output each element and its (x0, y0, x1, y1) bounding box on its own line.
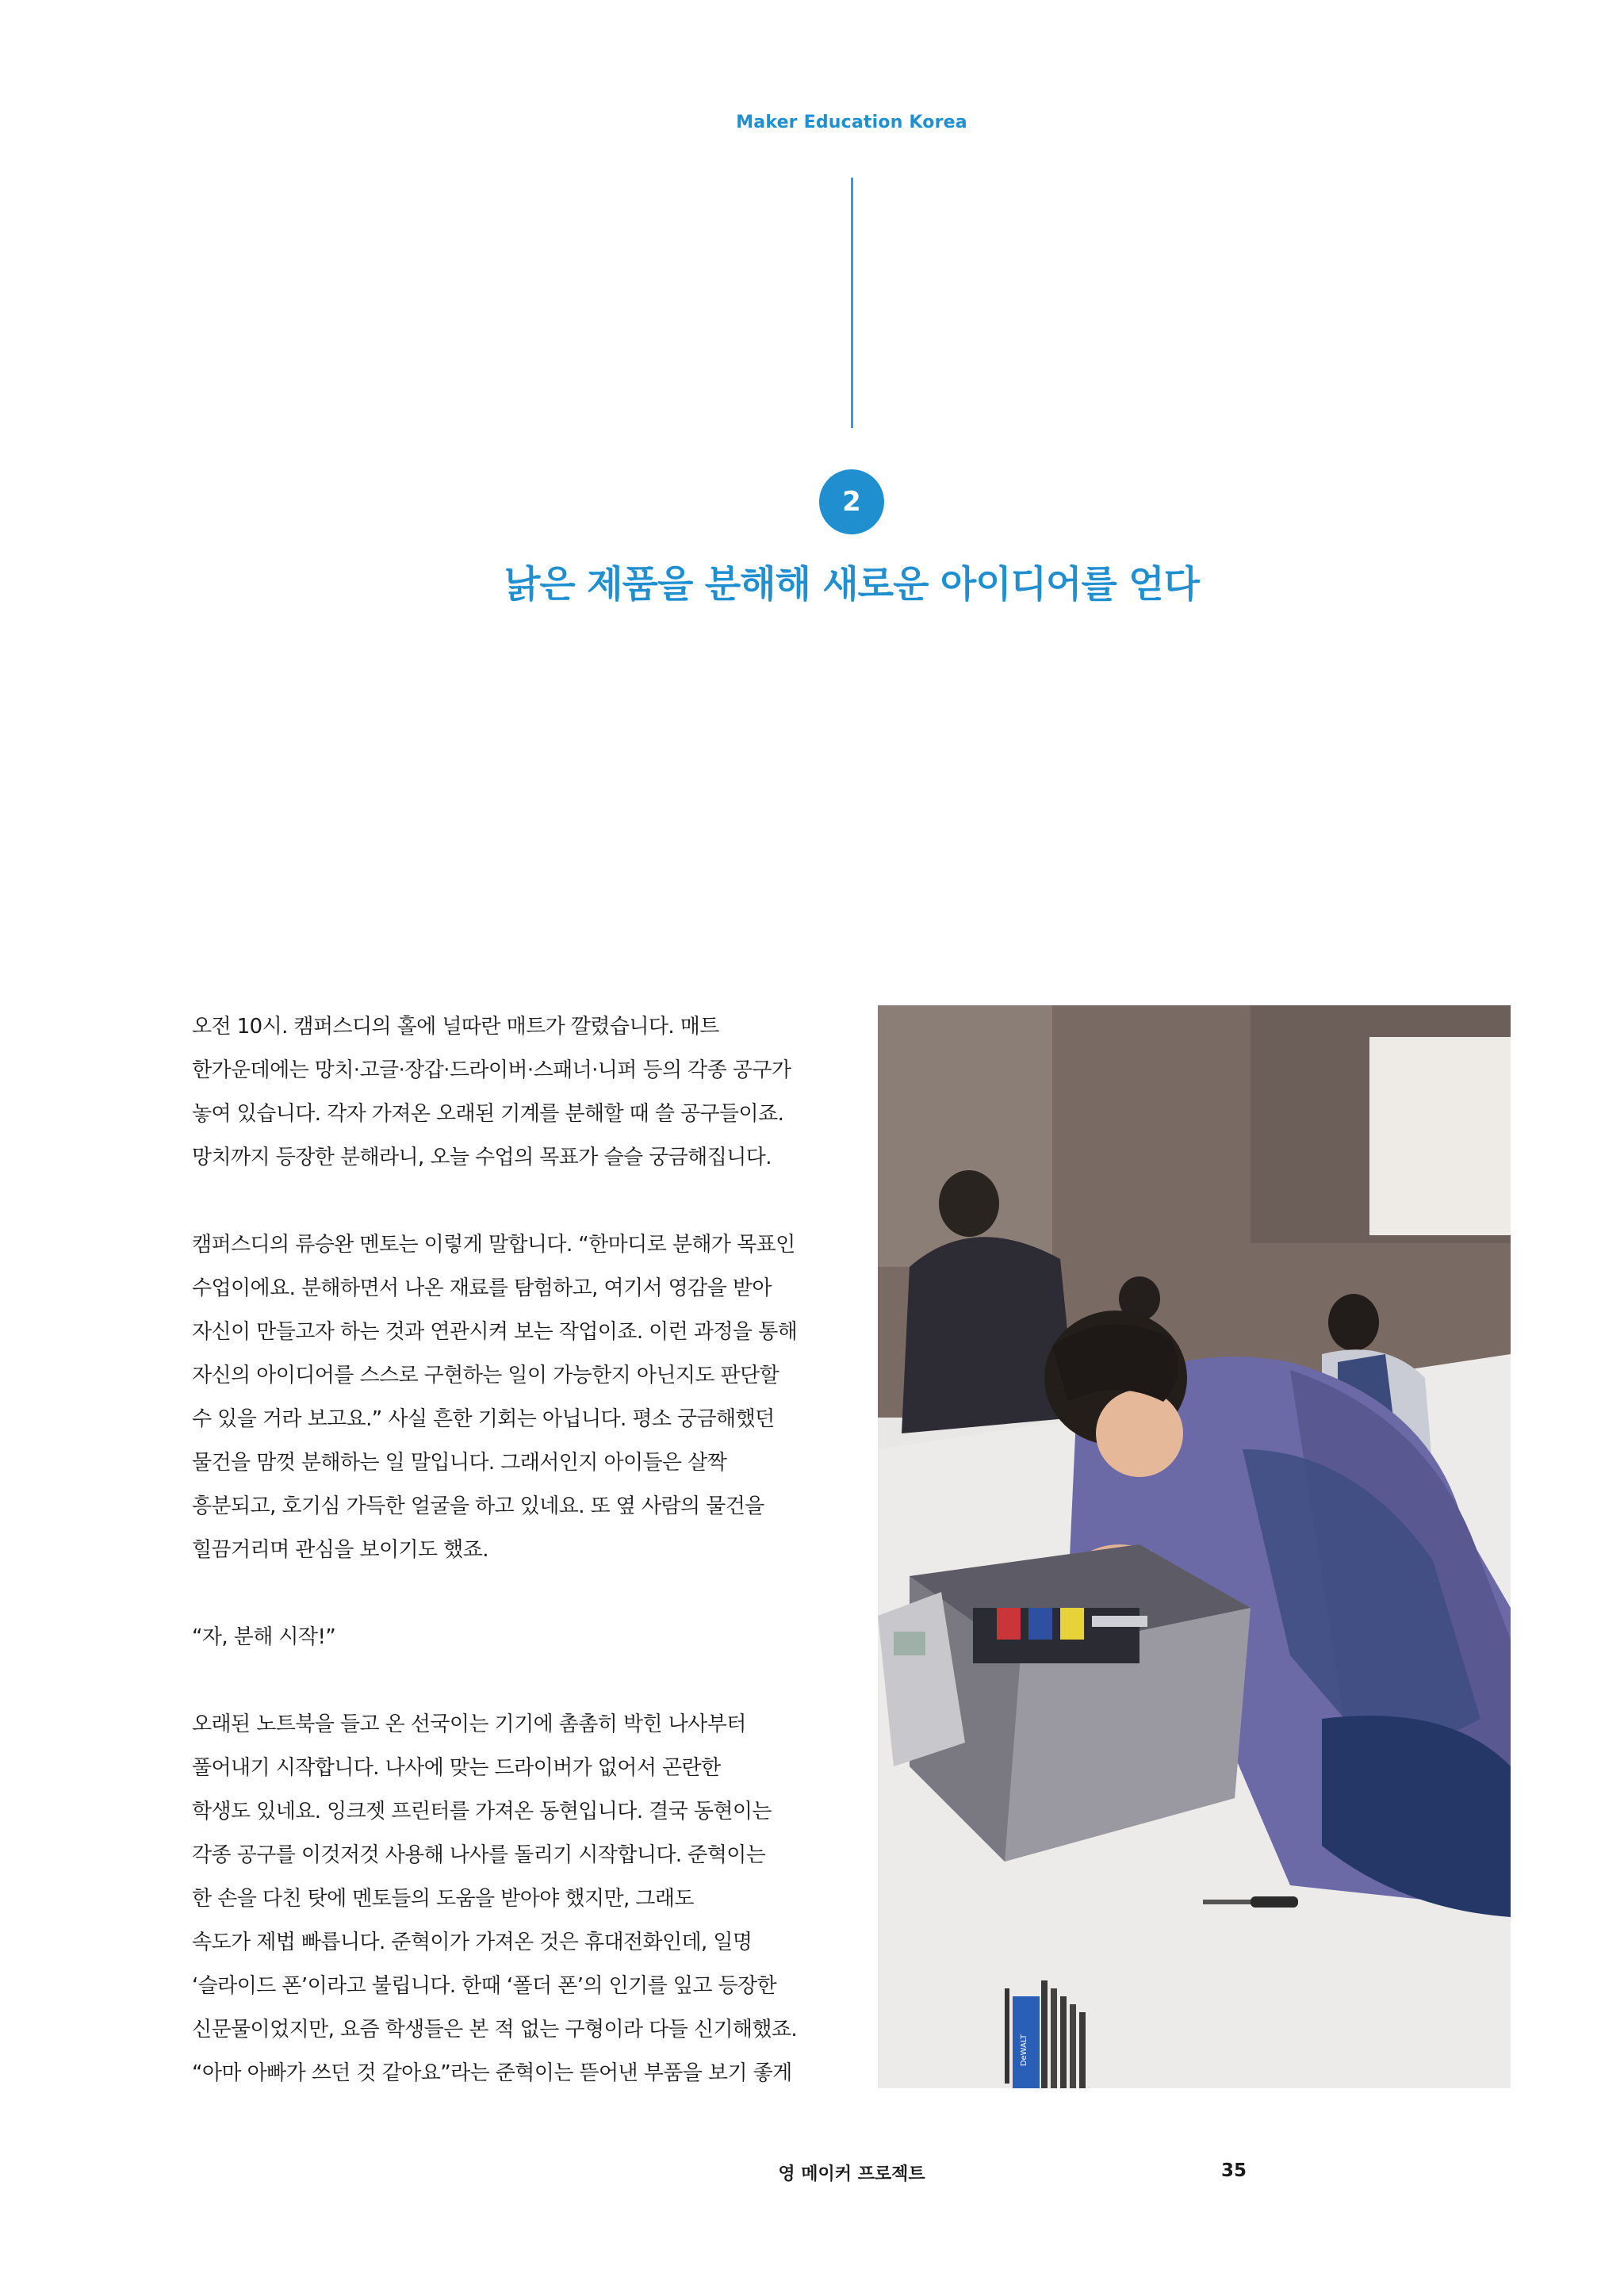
footer-publication-title: 영 메이커 프로젝트 (778, 2164, 925, 2184)
paragraph-1: 오전 10시. 캠퍼스디의 홀에 널따란 매트가 깔렸습니다. 매트 한가운데에는 망치·고글·장갑·드라이버·스패너·니퍼 등의 각종 공구가 놓여 있습니다. 각자 가져온 오래된 기계를 분해할 때 쓸 공구들이죠. 망치까지 등장한 분해라니, 오늘 수업의 목표가 슬슬 궁금해집니다. (192, 1015, 791, 1169)
paragraph-4: 오래된 노트북을 들고 온 선국이는 기기에 촘촘히 박힌 나사부터 풀어내기 시작합니다. 나사에 맞는 드라이버가 없어서 곤란한 학생도 있네요. 잉크젯 프린터를 가져온 동현입니다. 결국 동현이는 각종 공구를 이것저것 사용해 나사를 돌리기 시작합니다. 준혁이는 한 손을 다친 탓에 멘토들의 도움을 받아야 했지만, 그래도 속도가 제법 빠릅니다. 준혁이가 가져온 것은 휴대전화인데, 일명 ‘슬라이드 폰’이라고 불립니다. 한때 ‘폴더 폰’의 인기를 잎고 등장한 신문물이었지만, 요즘 학생들은 본 적 없는 구형이라 다들 신기해했죠. “아마 아빠가 쓰던 것 같아요”라는 준혁이는 뜯어낸 부품을 보기 좋게 (192, 1712, 798, 2085)
section-number-badge: 2 (819, 469, 884, 534)
divider-line (851, 178, 853, 428)
paragraph-3: “자, 분해 시작!” (192, 1625, 336, 1649)
header-brand: Maker Education Korea (736, 113, 967, 132)
section-title: 낡은 제품을 분해해 새로운 아이디어를 얻다 (504, 563, 1200, 607)
page-number: 35 (1221, 2160, 1247, 2181)
paragraph-2: 캠퍼스디의 류승완 멘토는 이렇게 말합니다. “한마디로 분해가 목표인 수업이에요. 분해하면서 나온 재료를 탐험하고, 여기서 영감을 받아 자신이 만들고자 하는 것과 연관시켜 보는 작업이죠. 이런 과정을 통해 자신의 아이디어를 스스로 구현하는 일이 가능한지 아닌지도 판단할 수 있을 거라 보고요.” 사실 흔한 기회는 아닙니다. 평소 궁금해했던 물건을 맘껏 분해하는 일 말입니다. 그래서인지 아이들은 살짝 흥분되고, 호기심 가득한 얼굴을 하고 있네요. 또 옆 사람의 물건을 힐끔거리며 관심을 보이기도 했죠. (192, 1233, 798, 1562)
photo-student-disassembling-printer (878, 1005, 1511, 2088)
article-body (192, 1005, 826, 2139)
tool-brand-label: DeWALT (1020, 2034, 1028, 2067)
